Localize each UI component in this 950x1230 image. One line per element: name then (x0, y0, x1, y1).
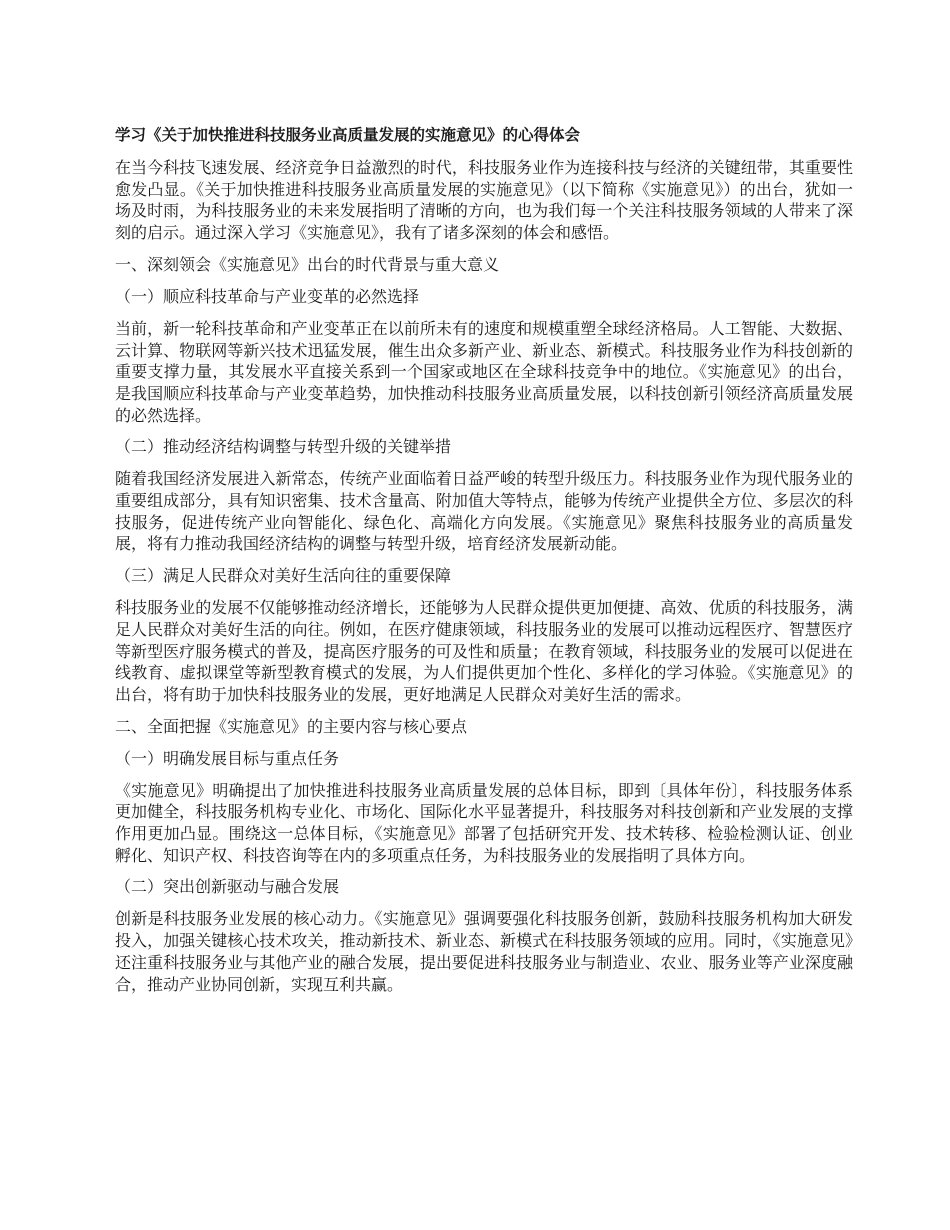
paragraph-1-1: 当前，新一轮科技革命和产业变革正在以前所未有的速度和规模重塑全球经济格局。人工智能、大数据、云计算、物联网等新兴技术迅猛发展，催生出众多新产业、新业态、新模式。科技服务业作为科技创新的重要支撑力量，其发展水平直接关系到一个国家或地区在全球科技竞争中的地位。《实施意见》的出台，是我国顺应科技革命与产业变革趋势，加快推动科技服务业高质量发展，以科技创新引领经济高质量发展的必然选择。 (115, 318, 853, 425)
subsection-heading-1-3: （三）满足人民群众对美好生活向往的重要保障 (115, 566, 452, 586)
document-title: 学习《关于加快推进科技服务业高质量发展的实施意见》的心得体会 (115, 126, 581, 144)
section-heading-2: 二、全面把握《实施意见》的主要内容与核心要点 (115, 716, 468, 736)
paragraph-2-2: 创新是科技服务业发展的核心动力。《实施意见》强调要强化科技服务创新，鼓励科技服务机构加大研发投入，加强关键核心技术攻关，推动新技术、新业态、新模式在科技服务领域的应用。同时，《实施意见》还注重科技服务业与其他产业的融合发展，提出要促进科技服务业与制造业、农业、服务业等产业深度融合，推动产业协同创新，实现互利共赢。 (115, 909, 853, 994)
subsection-heading-2-2: （二）突出创新驱动与融合发展 (115, 877, 340, 897)
paragraph-1-3: 科技服务业的发展不仅能够推动经济增长，还能够为人民群众提供更加便捷、高效、优质的科技服务，满足人民群众对美好生活的向往。例如，在医疗健康领域，科技服务业的发展可以推动远程医疗、智慧医疗等新型医疗服务模式的普及，提高医疗服务的可及性和质量；在教育领域，科技服务业的发展可以促进在线教育、虚拟课堂等新型教育模式的发展，为人们提供更加个性化、多样化的学习体验。《实施意见》的出台，将有助于加快科技服务业的发展，更好地满足人民群众对美好生活的需求。 (115, 598, 853, 704)
paragraph-2-1: 《实施意见》明确提出了加快推进科技服务业高质量发展的总体目标，即到〔具体年份〕，科技服务体系更加健全，科技服务机构专业化、市场化、国际化水平显著提升，科技服务对科技创新和产业发展的支撑作用更加凸显。围绕这一总体目标，《实施意见》部署了包括研究开发、技术转移、检验检测认证、创业孵化、知识产权、科技咨询等在内的多项重点任务，为科技服务业的发展指明了具体方向。 (115, 780, 853, 865)
subsection-heading-1-1: （一）顺应科技革命与产业变革的必然选择 (115, 286, 420, 306)
section-heading-1: 一、深刻领会《实施意见》出台的时代背景与重大意义 (115, 254, 500, 274)
subsection-heading-1-2: （二）推动经济结构调整与转型升级的关键举措 (115, 437, 452, 457)
document-page (115, 124, 853, 1005)
paragraph-1-2: 随着我国经济发展进入新常态，传统产业面临着日益严峻的转型升级压力。科技服务业作为现代服务业的重要组成部分，具有知识密集、技术含量高、附加值大等特点，能够为传统产业提供全方位、多层次的科技服务，促进传统产业向智能化、绿色化、高端化方向发展。《实施意见》聚焦科技服务业的高质量发展，将有力推动我国经济结构的调整与转型升级，培育经济发展新动能。 (115, 469, 853, 554)
subsection-heading-2-1: （一）明确发展目标与重点任务 (115, 748, 340, 768)
paragraph-intro: 在当今科技飞速发展、经济竞争日益激烈的时代，科技服务业作为连接科技与经济的关键纽带，其重要性愈发凸显。《关于加快推进科技服务业高质量发展的实施意见》（以下简称《实施意见》）的出台，犹如一场及时雨，为科技服务业的未来发展指明了清晰的方向，也为我们每一个关注科技服务领域的人带来了深刻的启示。通过深入学习《实施意见》，我有了诸多深刻的体会和感悟。 (115, 158, 853, 243)
